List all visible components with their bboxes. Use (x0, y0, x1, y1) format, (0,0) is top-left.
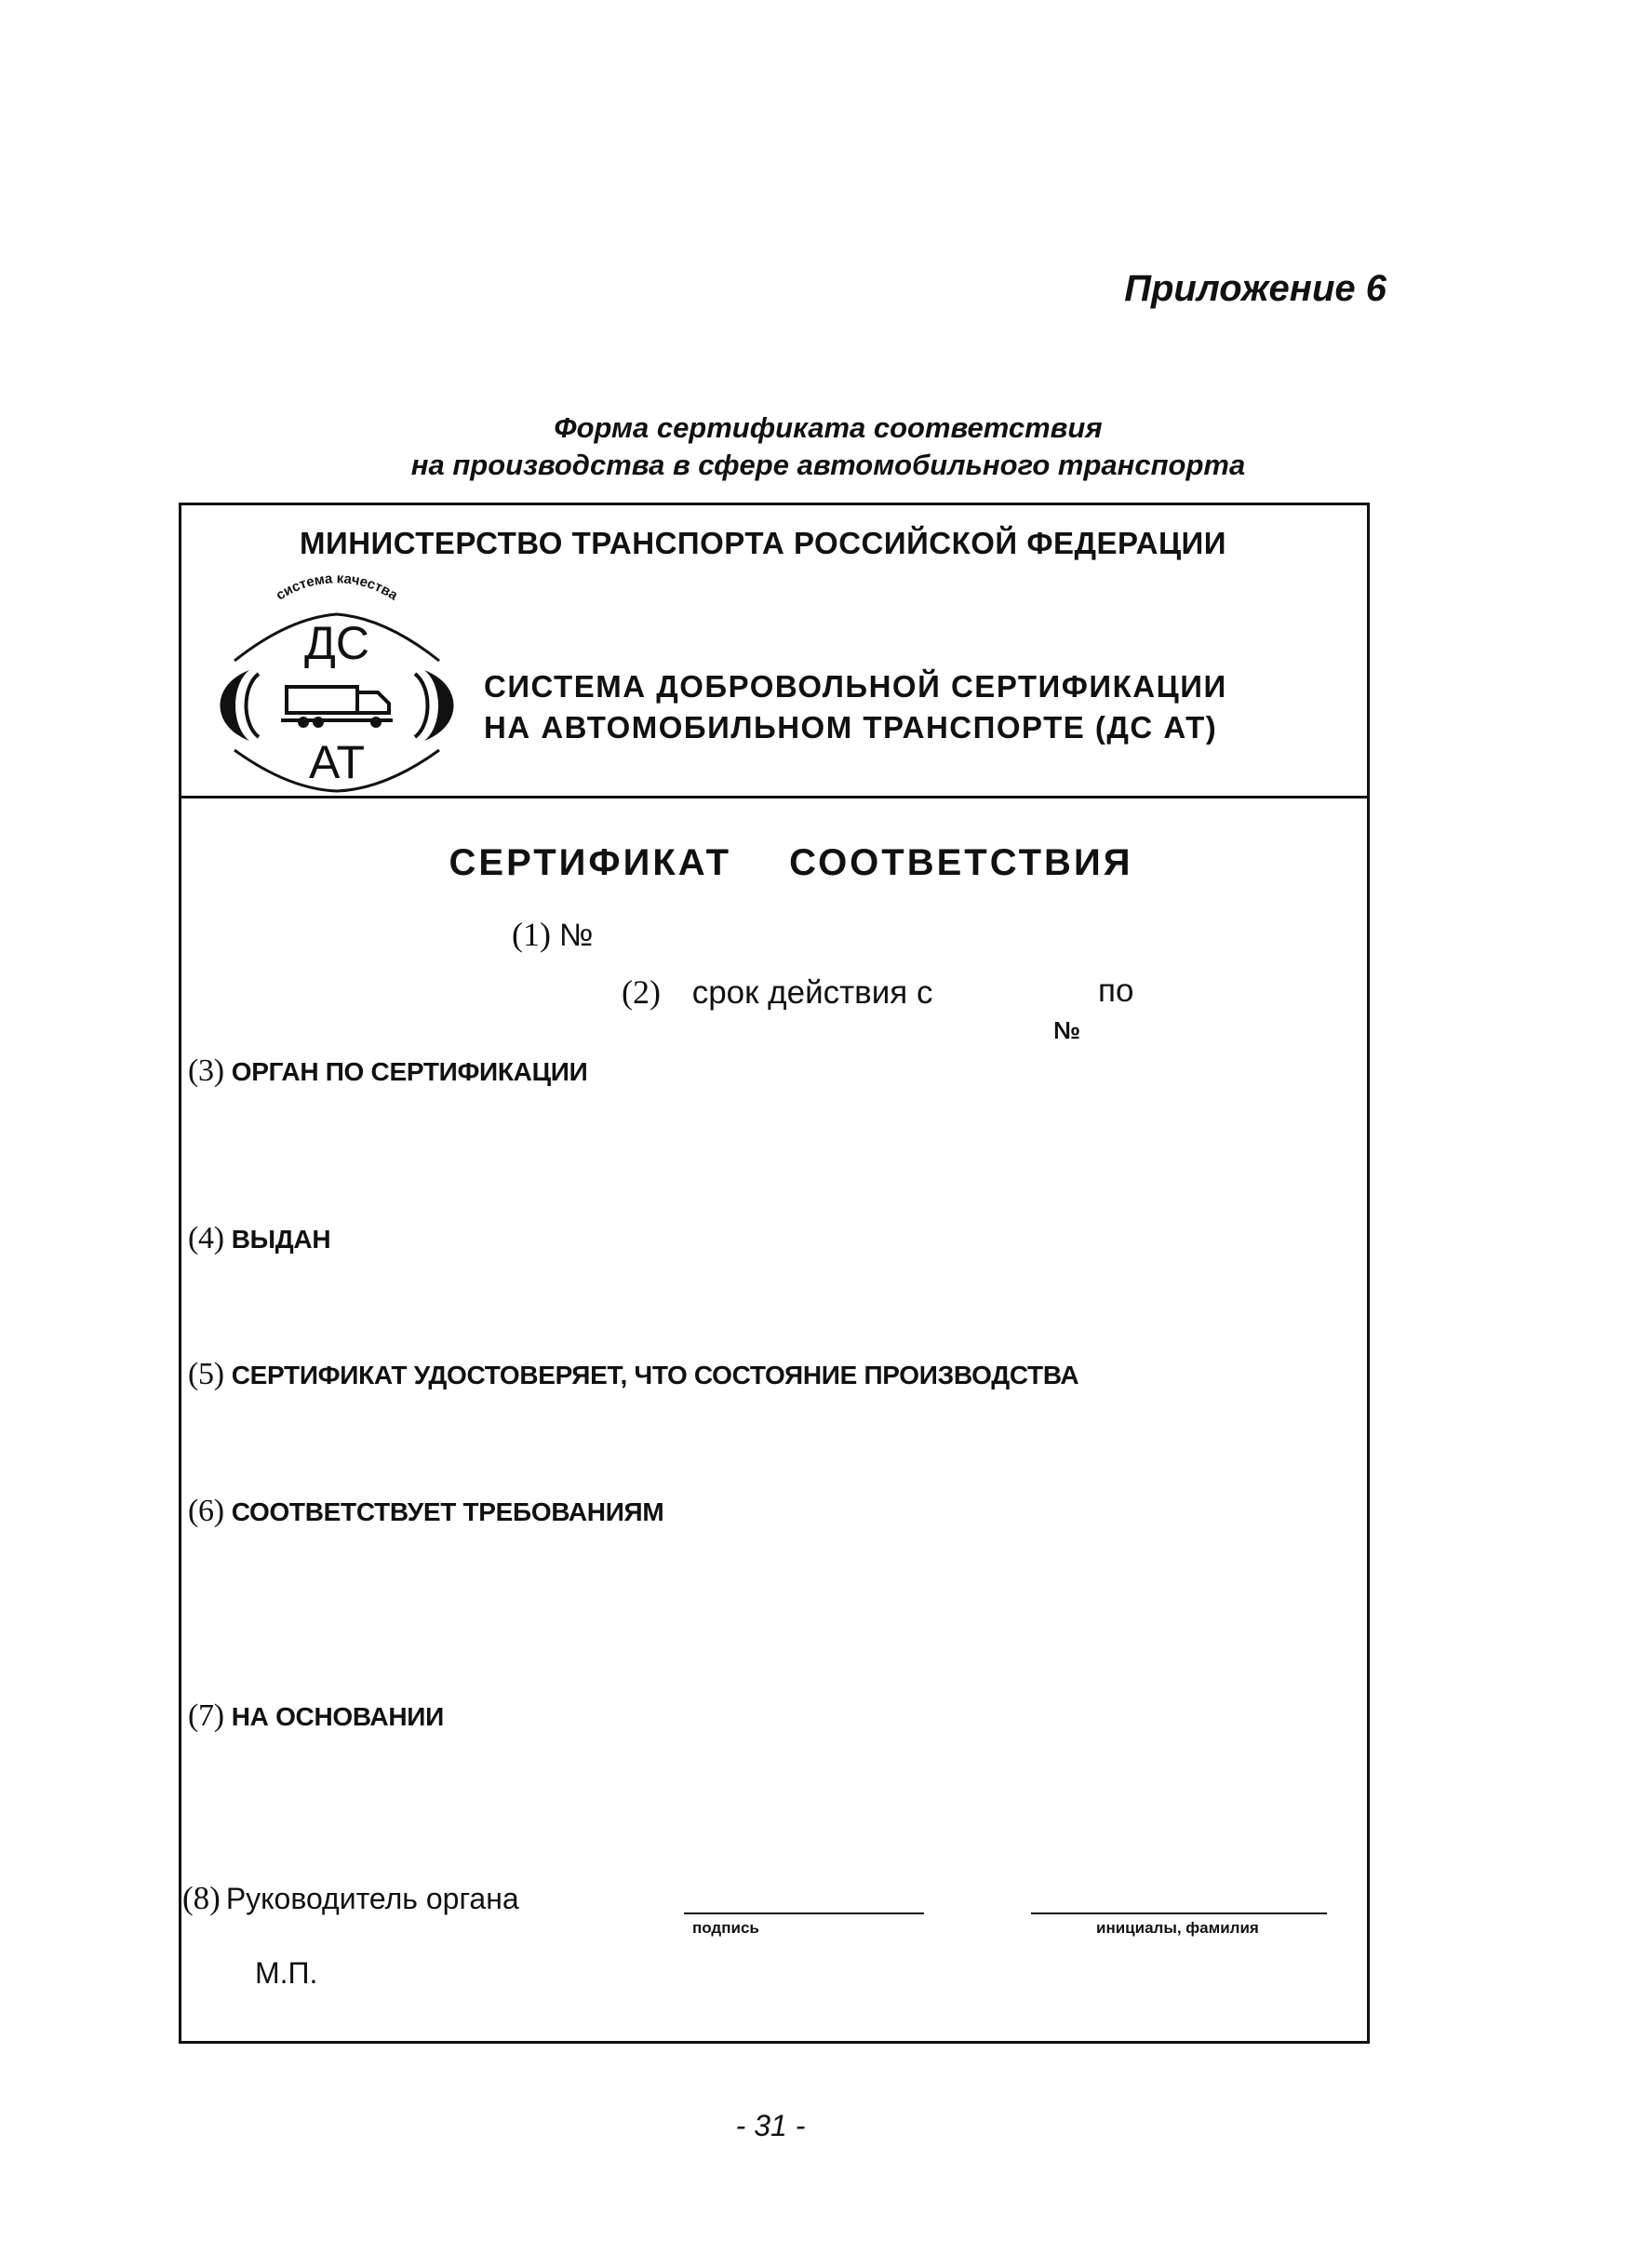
ds-at-emblem (207, 562, 467, 793)
logo-at-text: АТ (309, 736, 365, 788)
validity-from-label: срок действия с (691, 974, 933, 1011)
head-of-body-line (182, 1880, 519, 1917)
header-divider (181, 796, 1370, 798)
certificate-number-line (512, 915, 593, 954)
stamp-place: М.П. (255, 1956, 318, 1990)
validity-index: (2) (622, 973, 661, 1011)
field-index: (6) (188, 1494, 224, 1528)
name-line (1031, 1912, 1327, 1914)
field-certifies (188, 1357, 1078, 1392)
form-title (279, 409, 1377, 484)
validity-line (622, 973, 1134, 1012)
field-index: (7) (188, 1698, 224, 1733)
form-title-line1: Форма сертификата соответствия (554, 411, 1103, 444)
validity-number-label: № (1053, 1016, 1080, 1044)
appendix-label: Приложение 6 (1124, 268, 1386, 309)
name-caption: инициалы, фамилия (1096, 1919, 1259, 1937)
field-requirements (188, 1494, 663, 1529)
field-label: ОРГАН ПО СЕРТИФИКАЦИИ (231, 1057, 588, 1086)
field-index: (4) (188, 1221, 224, 1255)
validity-to-label: по (1098, 973, 1134, 1009)
field-label: СООТВЕТСТВУЕТ ТРЕБОВАНИЯМ (231, 1497, 664, 1526)
logo-ds-text: ДС (304, 617, 369, 669)
certificate-number-index: (1) (512, 916, 551, 953)
field-index: (3) (188, 1053, 224, 1088)
system-heading-line1: СИСТЕМА ДОБРОВОЛЬНОЙ СЕРТИФИКАЦИИ (484, 669, 1227, 704)
signature-index: (8) (182, 1880, 221, 1916)
system-heading (484, 666, 1340, 748)
signature-caption: подпись (692, 1919, 759, 1937)
system-heading-line2: НА АВТОМОБИЛЬНОМ ТРАНСПОРТЕ (ДС АТ) (484, 710, 1218, 745)
page-number: - 31 - (735, 2109, 806, 2142)
field-label: НА ОСНОВАНИИ (231, 1702, 444, 1731)
certificate-title: СЕРТИФИКАТ СООТВЕТСТВИЯ (449, 842, 1133, 883)
truck-icon (281, 687, 393, 728)
field-label: СЕРТИФИКАТ УДОСТОВЕРЯЕТ, ЧТО СОСТОЯНИЕ ПРОИЗВОДСТВА (231, 1361, 1079, 1389)
field-label: ВЫДАН (231, 1225, 331, 1254)
field-certification-body (188, 1053, 587, 1089)
form-title-line2: на производства в сфере автомобильного транспорта (410, 449, 1246, 481)
signature-label: Руководитель органа (225, 1882, 519, 1915)
field-basis (188, 1698, 444, 1734)
ds-at-logo (207, 562, 467, 793)
ministry-heading: МИНИСТЕРСТВО ТРАНСПОРТА РОССИЙСКОЙ ФЕДЕРАЦИИ (300, 526, 1226, 560)
signature-line (684, 1912, 924, 1914)
logo-arc-text: система качества (273, 570, 401, 604)
field-index: (5) (188, 1357, 224, 1391)
field-issued-to (188, 1221, 330, 1256)
certificate-number-label: № (558, 918, 594, 953)
